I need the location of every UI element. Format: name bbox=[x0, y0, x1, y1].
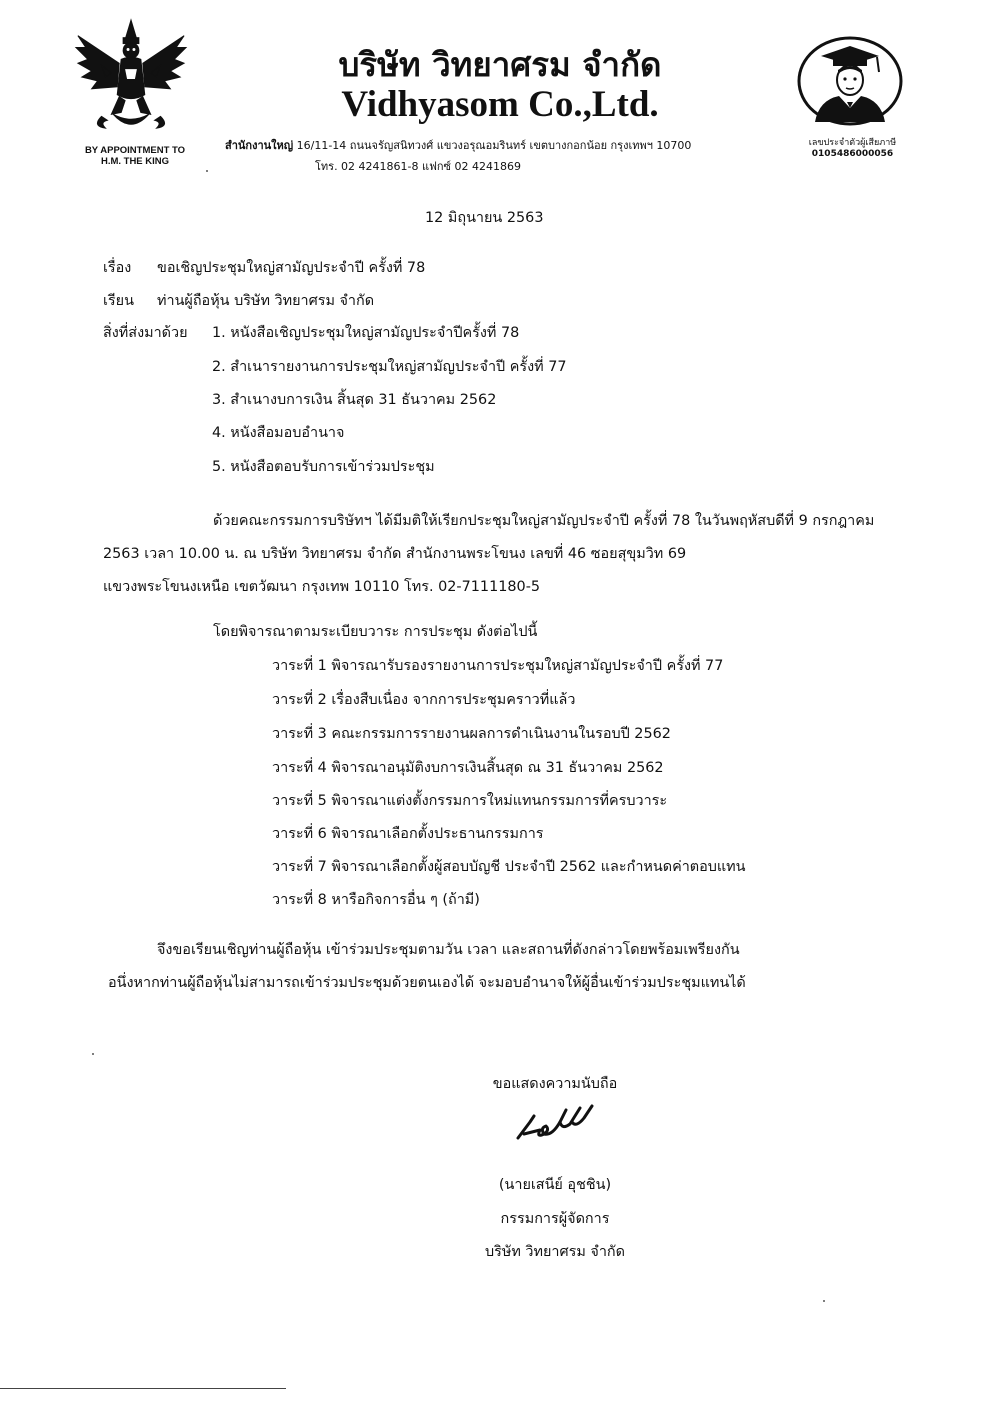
agenda-item: วาระที่ 7 พิจารณาเลือกตั้งผู้สอบบัญชี ประจำปี 2562 และกำหนดค่าตอบแทน bbox=[272, 859, 746, 875]
royal-appointment bbox=[60, 145, 210, 167]
handwritten-signature bbox=[510, 1100, 610, 1150]
enclosure-item: 2. สำเนารายงานการประชุมใหญ่สามัญประจำปี ครั้งที่ 77 bbox=[212, 359, 567, 375]
company-name-thai: บริษัท วิทยาศรม จำกัด bbox=[338, 45, 662, 84]
scan-edge-line bbox=[0, 1388, 286, 1389]
agenda-item: วาระที่ 1 พิจารณารับรองรายงานการประชุมใหญ่สามัญประจำปี ครั้งที่ 77 bbox=[272, 658, 724, 674]
tax-id-number: 0105486000056 bbox=[811, 149, 894, 159]
closing-line: จึงขอเรียนเชิญท่านผู้ถือหุ้น เข้าร่วมประชุมตามวัน เวลา และสถานที่ดังกล่าวโดยพร้อมเพรียงกัน bbox=[157, 942, 740, 958]
signer-company: บริษัท วิทยาศรม จำกัด bbox=[485, 1244, 625, 1260]
signer-title: กรรมการผู้จัดการ bbox=[500, 1211, 610, 1227]
enclosure-item: 3. สำเนางบการเงิน สิ้นสุด 31 ธันวาคม 2562 bbox=[212, 392, 497, 408]
graduate-logo-icon bbox=[797, 36, 903, 126]
agenda-item: วาระที่ 8 หารือกิจการอื่น ๆ (ถ้ามี) bbox=[272, 892, 480, 908]
intro-line: แขวงพระโขนงเหนือ เขตวัฒนา กรุงเทพ 10110 โทร. 02-7111180-5 bbox=[103, 579, 541, 595]
scan-speck bbox=[206, 170, 208, 172]
hq-address-line bbox=[225, 136, 691, 154]
garuda-emblem-icon bbox=[72, 18, 190, 136]
subject-text: ขอเชิญประชุมใหญ่สามัญประจำปี ครั้งที่ 78 bbox=[157, 260, 426, 276]
recipient-text: ท่านผู้ถือหุ้น บริษัท วิทยาศรม จำกัด bbox=[157, 293, 375, 309]
intro-line: 2563 เวลา 10.00 น. ณ บริษัท วิทยาศรม จำกัด สำนักงานพระโขนง เลขที่ 46 ซอยสุขุมวิท 69 bbox=[103, 546, 687, 562]
hq-phone: โทร. 02 4241861-8 แฟกซ์ 02 4241869 bbox=[315, 160, 521, 173]
agenda-item: วาระที่ 6 พิจารณาเลือกตั้งประธานกรรมการ bbox=[272, 826, 544, 842]
royal-appointment-line1: BY APPOINTMENT TO bbox=[84, 145, 186, 156]
tax-id-label: เลขประจำตัวผู้เสียภาษี bbox=[808, 138, 897, 148]
scan-speck bbox=[92, 1053, 94, 1055]
agenda-item: วาระที่ 4 พิจารณาอนุมัติงบการเงินสิ้นสุด ณ 31 ธันวาคม 2562 bbox=[272, 760, 664, 776]
closing-line: อนึ่งหากท่านผู้ถือหุ้นไม่สามารถเข้าร่วมประชุมด้วยตนเองได้ จะมอบอำนาจให้ผู้อื่นเข้าร่วมประชุมแทนได้ bbox=[108, 975, 746, 991]
enclosures-label: สิ่งที่ส่งมาด้วย bbox=[103, 325, 188, 341]
agenda-item: วาระที่ 2 เรื่องสืบเนื่อง จากการประชุมคราวที่แล้ว bbox=[272, 692, 576, 708]
intro-line: ด้วยคณะกรรมการบริษัทฯ ได้มีมติให้เรียกประชุมใหญ่สามัญประจำปี ครั้งที่ 78 ในวันพฤหัสบดีที่ 9 กรกฎาคม bbox=[213, 513, 875, 529]
subject-label: เรื่อง bbox=[103, 260, 132, 276]
letter-date: 12 มิถุนายน 2563 bbox=[425, 210, 544, 226]
hq-address: 16/11-14 ถนนจรัญสนิทวงศ์ แขวงอรุณอมรินทร์ เขตบางกอกน้อย กรุงเทพฯ 10700 bbox=[296, 139, 692, 152]
royal-appointment-line2: H.M. THE KING bbox=[100, 156, 170, 167]
enclosure-item: 5. หนังสือตอบรับการเข้าร่วมประชุม bbox=[212, 459, 435, 475]
hq-label: สำนักงานใหญ่ bbox=[225, 139, 294, 152]
agenda-intro: โดยพิจารณาตามระเบียบวาระ การประชุม ดังต่อไปนี้ bbox=[213, 624, 538, 640]
enclosure-item: 1. หนังสือเชิญประชุมใหญ่สามัญประจำปีครั้งที่ 78 bbox=[212, 325, 520, 341]
agenda-item: วาระที่ 5 พิจารณาแต่งตั้งกรรมการใหม่แทนกรรมการที่ครบวาระ bbox=[272, 793, 668, 809]
company-name-english: Vidhyasom Co.,Ltd. bbox=[341, 84, 659, 125]
complimentary-close: ขอแสดงความนับถือ bbox=[492, 1076, 618, 1092]
agenda-item: วาระที่ 3 คณะกรรมการรายงานผลการดำเนินงานในรอบปี 2562 bbox=[272, 726, 671, 742]
recipient-label: เรียน bbox=[103, 293, 134, 309]
scan-speck bbox=[823, 1300, 825, 1302]
signer-name: (นายเสนีย์ อุชชิน) bbox=[498, 1177, 612, 1193]
enclosure-item: 4. หนังสือมอบอำนาจ bbox=[212, 425, 345, 441]
tax-id bbox=[790, 138, 915, 160]
